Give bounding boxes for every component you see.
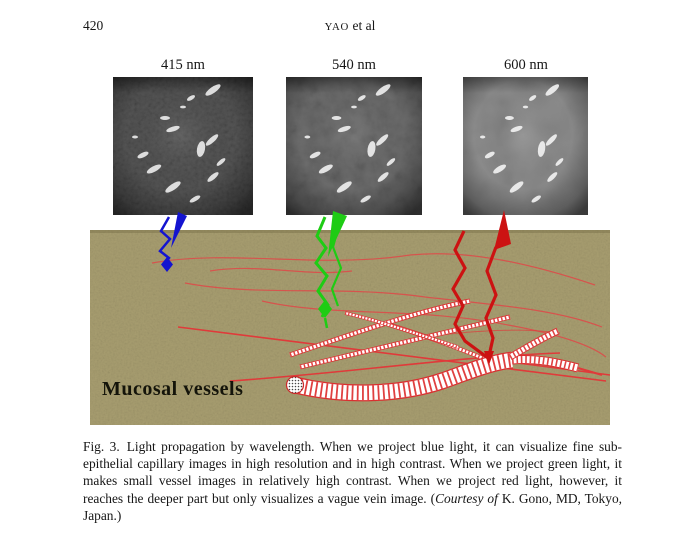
running-head [0,18,700,34]
panel-label-540nm: 540 nm [332,57,376,73]
endoscopy-image-600nm [463,77,588,215]
mucosal-vessels-label: Mucosal vessels [102,378,244,400]
running-head-authors: YAO [324,21,350,33]
panel-label-600nm: 600 nm [504,57,548,73]
endoscopy-image-540nm [286,77,422,215]
caption-courtesy-italic: Courtesy of [435,490,498,506]
vein-cross-section-cap [287,377,304,394]
endoscopy-image-415nm [113,77,253,215]
page-number: 420 [83,18,104,33]
panel-label-415nm: 415 nm [161,57,205,73]
running-head-suffix: et al [349,18,376,33]
caption-text: Light propagation by wavelength. When we project blue light, it can visualize fine sub-epithelial capillary images in high resolution and in high contrast. When we project green light, it makes small vessel images in relatively high contrast. When we project red light, however, it reaches the deeper part but only visualizes a vague vein image. ( [83,439,623,506]
caption-text-end: K. Gono, MD, Tokyo, Japan.) [83,490,622,523]
figure-number: Fig. 3. [83,439,120,454]
figure-caption [83,438,622,524]
